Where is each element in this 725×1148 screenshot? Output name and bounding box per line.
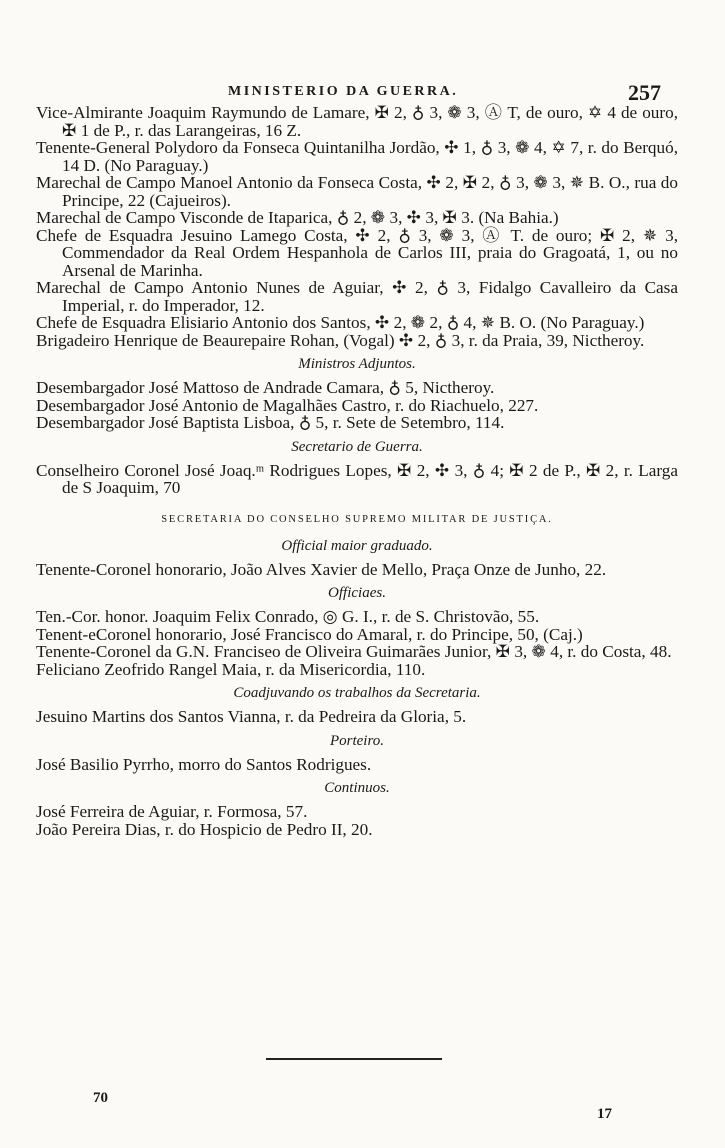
- list-entry: Brigadeiro Henrique de Beaurepaire Rohan, (Vogal) ✣ 2, ♁ 3, r. da Praia, 39, Nictheroy.: [36, 330, 645, 350]
- list-entry: Marechal de Campo Visconde de Itaparica, ♁ 2, ❁ 3, ✣ 3, ✠ 3. (Na Bahia.): [36, 208, 559, 227]
- list-entry: Tenente-General Polydoro da Fonseca Quintanilha Jordão, ✣ 1, ♁ 3, ❁ 4, ✡ 7, r. do Berquó, 14 D. (No Paraguay.): [36, 138, 678, 175]
- section-heading: Coadjuvando os trabalhos da Secretaria.: [233, 685, 481, 701]
- list-entry: José Basilio Pyrrho, morro do Santos Rodrigues.: [36, 754, 372, 774]
- list-entry: José Ferreira de Aguiar, r. Formosa, 57.: [36, 802, 308, 821]
- list-entry: João Pereira Dias, r. do Hospicio de Pedro II, 20.: [36, 819, 373, 839]
- list-entry: Conselheiro Coronel José Joaq.ᵐ Rodrigues Lopes, ✠ 2, ✣ 3, ♁ 4; ✠ 2 de P., ✠ 2, r. Larga de S Joaquim, 70: [36, 460, 678, 497]
- list-entry: Tenent-eCoronel honorario, José Francisco do Amaral, r. do Principe, 50, (Caj.): [36, 624, 583, 644]
- list-entry: Vice-Almirante Joaquim Raymundo de Lamare, ✠ 2, ♁ 3, ❁ 3, Ⓐ T, de ouro, ✡ 4 de ouro, ✠ 1 de P., r. das Larangeiras, 16 Z.: [36, 103, 678, 140]
- closing-rule: [266, 1058, 442, 1060]
- list-entry: Tenente-Coronel da G.N. Franciseo de Oliveira Guimarães Junior, ✠ 3, ❁ 4, r. do Costa, 48.: [36, 642, 672, 661]
- list-entry: Desembargador José Baptista Lisboa, ♁ 5, r. Sete de Setembro, 114.: [36, 413, 505, 432]
- sheet-number: 17: [597, 1106, 612, 1122]
- page-number: 257: [628, 80, 661, 105]
- list-entry: Ten.-Cor. honor. Joaquim Felix Conrado, ◎ G. I., r. de S. Christovão, 55.: [36, 607, 540, 626]
- council-title: SECRETARIA DO CONSELHO SUPREMO MILITAR DE JUSTIÇA.: [161, 513, 553, 525]
- signature-number: 70: [93, 1090, 108, 1106]
- section-heading: Officiaes.: [328, 585, 386, 601]
- list-entry: Tenente-Coronel honorario, João Alves Xavier de Mello, Praça Onze de Junho, 22.: [36, 559, 607, 579]
- section-heading: Secretario de Guerra.: [291, 438, 423, 455]
- section-heading: Continuos.: [324, 780, 390, 796]
- list-entry: Feliciano Zeofrido Rangel Maia, r. da Misericordia, 110.: [36, 659, 426, 679]
- list-entry: Marechal de Campo Antonio Nunes de Aguiar, ✣ 2, ♁ 3, Fidalgo Cavalleiro da Casa Imperial, r. do Imperador, 12.: [36, 278, 678, 315]
- section-heading: Ministros Adjuntos.: [298, 356, 416, 372]
- running-head: MINISTERIO DA GUERRA.: [228, 84, 459, 99]
- list-entry: Desembargador José Mattoso de Andrade Camara, ♁ 5, Nictheroy.: [36, 378, 495, 397]
- section-heading: Official maior graduado.: [281, 537, 433, 554]
- page-body: [36, 104, 678, 838]
- list-entry: Marechal de Campo Manoel Antonio da Fonseca Costa, ✣ 2, ✠ 2, ♁ 3, ❁ 3, ✵ B. O., rua do Principe, 22 (Cajueiros).: [36, 173, 678, 210]
- list-entry: Desembargador José Antonio de Magalhães Castro, r. do Riachuelo, 227.: [36, 395, 539, 415]
- list-entry: Jesuino Martins dos Santos Vianna, r. da Pedreira da Gloria, 5.: [36, 707, 467, 726]
- list-entry: Chefe de Esquadra Elisiario Antonio dos Santos, ✣ 2, ❁ 2, ♁ 4, ✵ B. O. (No Paraguay.): [36, 313, 645, 332]
- section-heading: Porteiro.: [329, 732, 385, 749]
- list-entry: Chefe de Esquadra Jesuino Lamego Costa, ✣ 2, ♁ 3, ❁ 3, Ⓐ T. de ouro; ✠ 2, ✵ 3, Commendador da Real Ordem Hespanhola de Carlos III, praia do Gragoatá, 1, ou no Arsenal de Marinha.: [36, 225, 678, 280]
